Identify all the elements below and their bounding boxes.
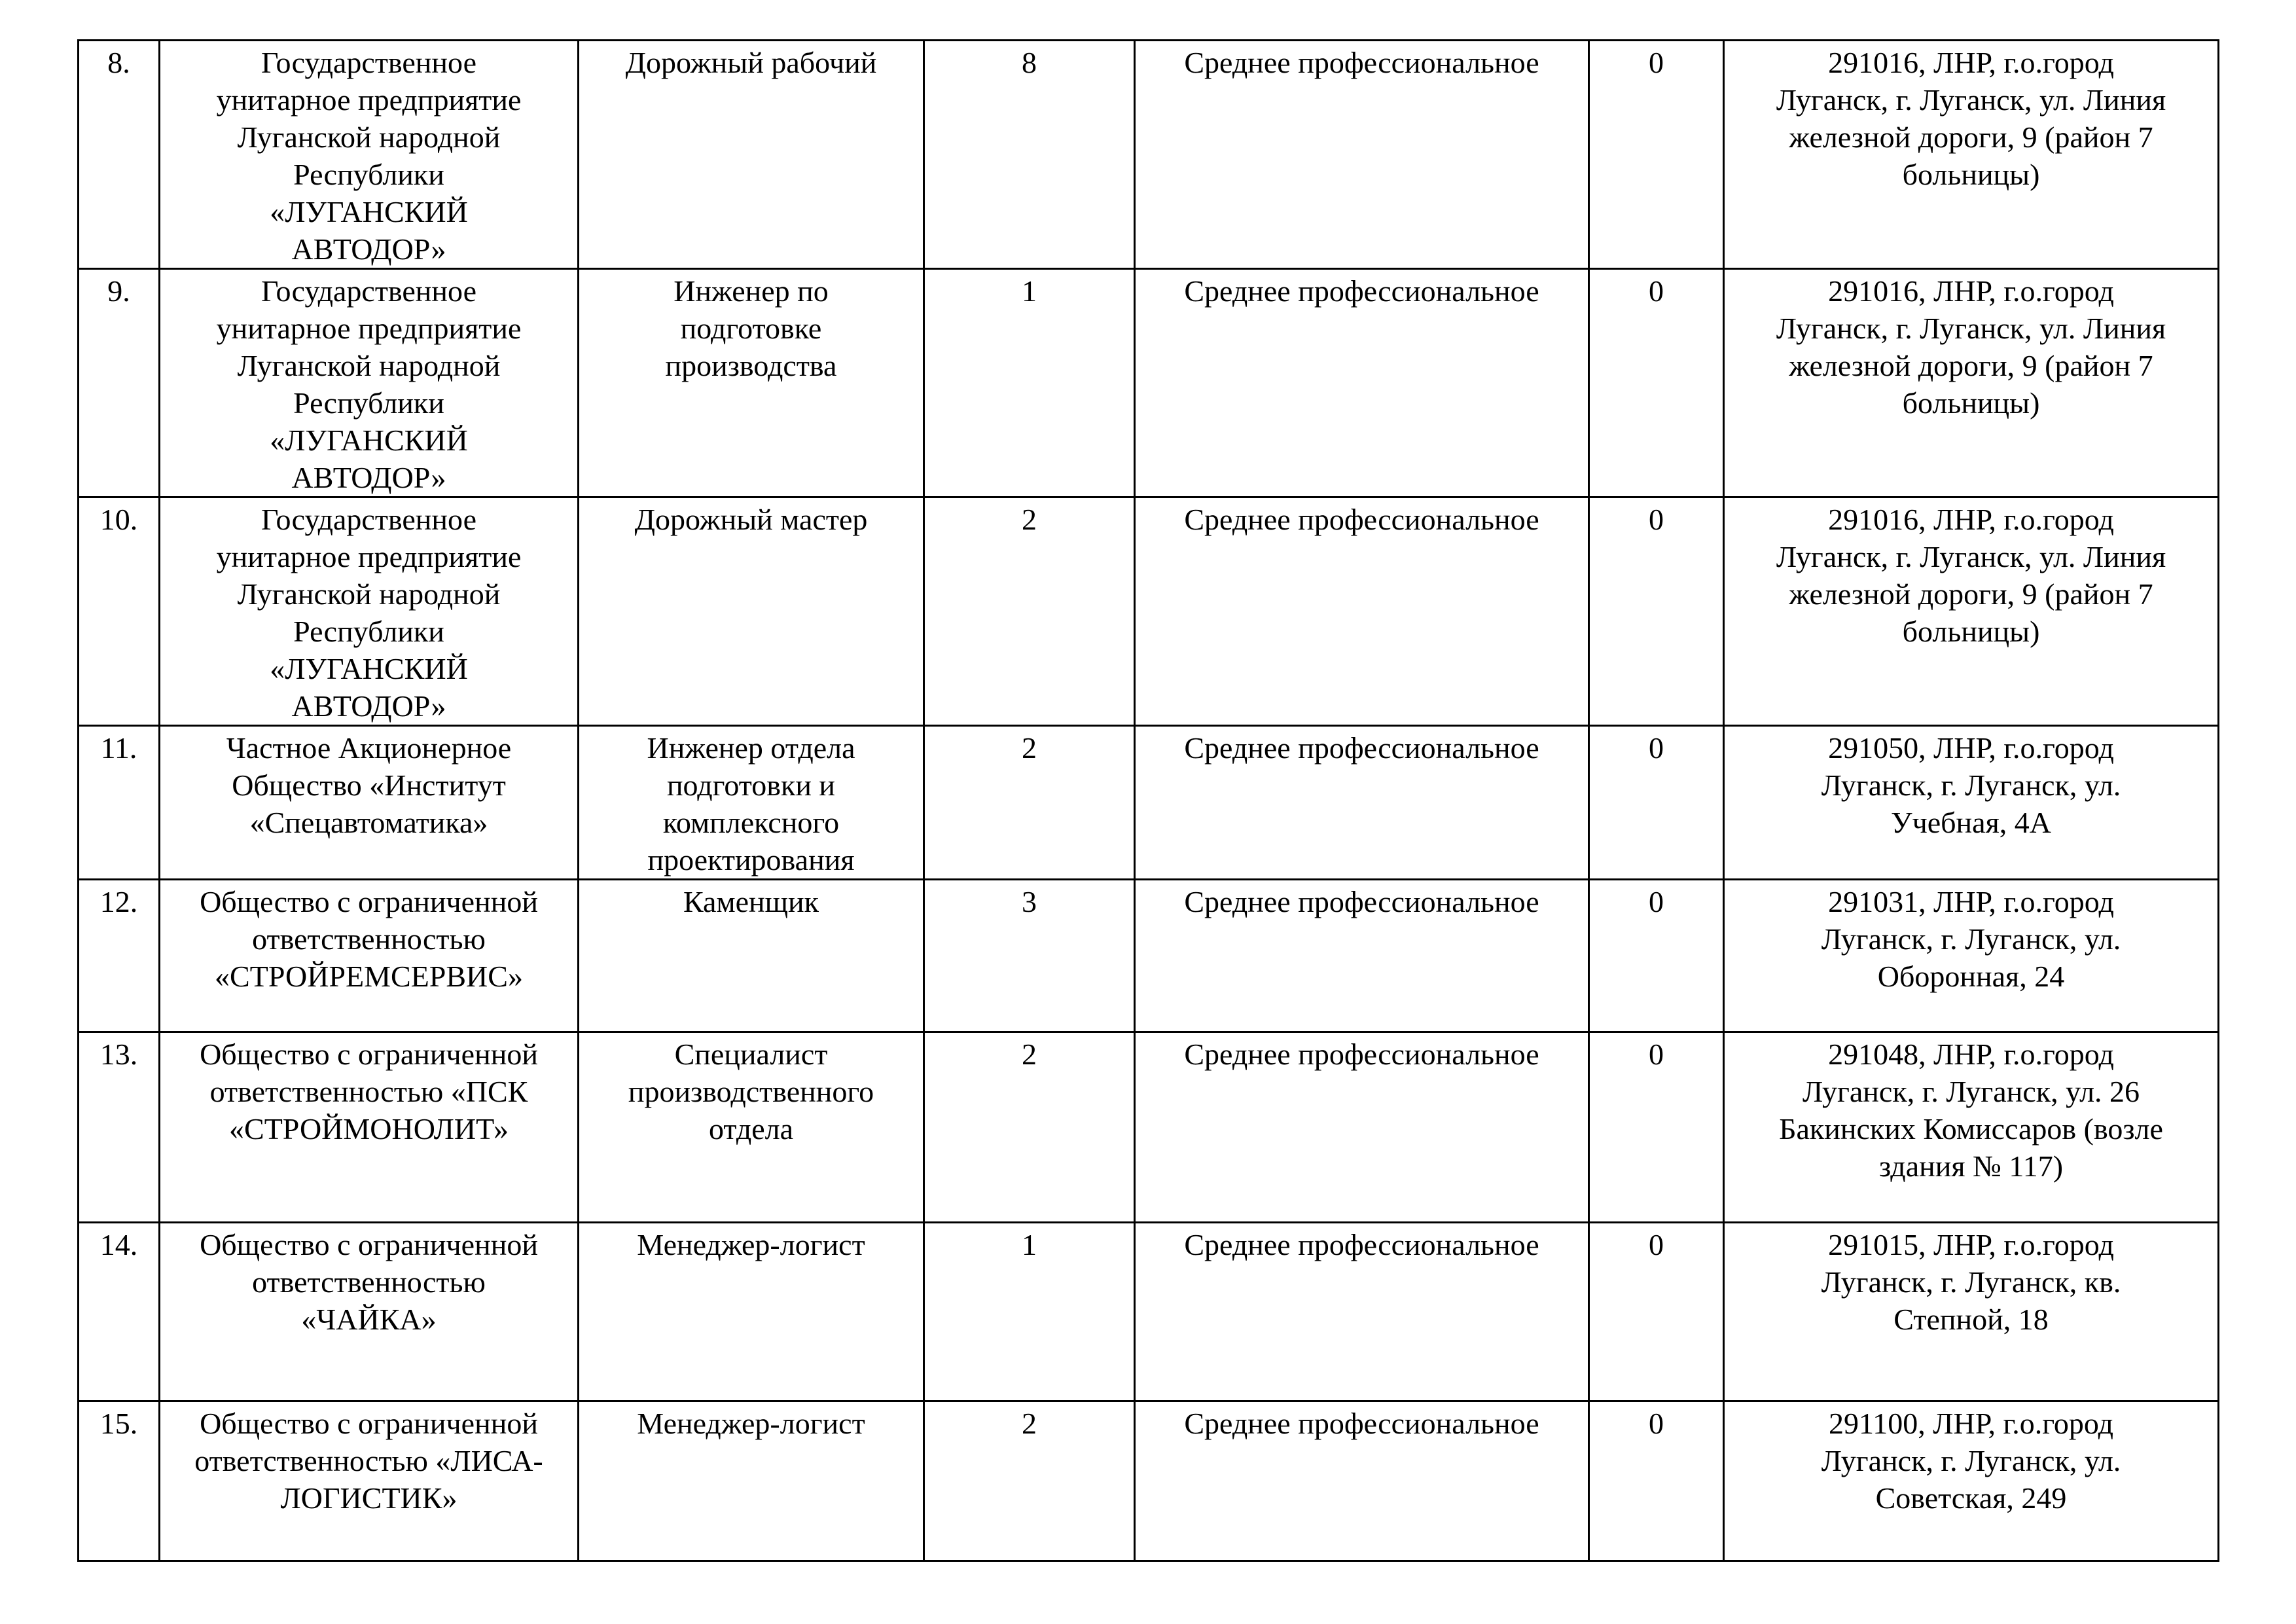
vacancy-count-text: 2 (1022, 731, 1037, 765)
position-line: Каменщик (683, 885, 819, 918)
row-number-text: 10. (99, 503, 138, 536)
address-line: Учебная, 4А (1891, 806, 2051, 839)
experience-text: 0 (1649, 1038, 1664, 1071)
education-cell (1135, 1401, 1589, 1561)
address-line: Луганск, г. Луганск, ул. (1821, 922, 2121, 956)
address-line: 291050, ЛНР, г.о.город (1828, 731, 2114, 765)
position-line: Дорожный рабочий (625, 46, 877, 79)
organization-line: ответственностью «ПСК (209, 1075, 528, 1108)
row-number-cell (79, 1223, 160, 1401)
address-cell (1724, 1032, 2219, 1223)
organization-line: Луганской народной (237, 577, 501, 611)
education-text: Среднее профессиональное (1184, 1407, 1539, 1440)
row-number-text: 15. (99, 1407, 138, 1440)
experience-cell (1589, 726, 1724, 880)
address-cell (1724, 41, 2219, 269)
organization-cell (160, 269, 579, 497)
experience-text: 0 (1649, 1407, 1664, 1440)
organization-line: Общество с ограниченной (200, 885, 538, 918)
education-cell (1135, 880, 1589, 1032)
table-row (79, 41, 2219, 269)
address-line: Луганск, г. Луганск, ул. Линия (1776, 312, 2166, 345)
address-line: больницы) (1902, 386, 2040, 420)
experience-text: 0 (1649, 503, 1664, 536)
position-cell (579, 1032, 924, 1223)
organization-line: ответственностью (252, 1265, 486, 1299)
education-text: Среднее профессиональное (1184, 1228, 1539, 1261)
education-text: Среднее профессиональное (1184, 503, 1539, 536)
position-cell (579, 41, 924, 269)
organization-cell (160, 497, 579, 726)
organization-line: Государственное (260, 46, 477, 79)
vacancy-count-cell (924, 1223, 1135, 1401)
address-line: 291016, ЛНР, г.о.город (1828, 274, 2114, 308)
address-line: Луганск, г. Луганск, ул. (1821, 768, 2121, 802)
position-cell (579, 880, 924, 1032)
education-text: Среднее профессиональное (1184, 274, 1539, 308)
address-line: железной дороги, 9 (район 7 (1789, 349, 2153, 382)
organization-line: унитарное предприятие (216, 540, 522, 573)
address-cell (1724, 269, 2219, 497)
organization-line: «ЧАЙКА» (301, 1303, 437, 1336)
vacancy-count-cell (924, 726, 1135, 880)
education-cell (1135, 1223, 1589, 1401)
position-line: отдела (708, 1112, 794, 1146)
organization-cell (160, 1401, 579, 1561)
education-cell (1135, 41, 1589, 269)
education-cell (1135, 497, 1589, 726)
address-line: Советская, 249 (1875, 1481, 2067, 1515)
organization-line: Республики (293, 615, 444, 648)
experience-text: 0 (1649, 885, 1664, 918)
organization-line: «СТРОЙРЕМСЕРВИС» (215, 960, 523, 993)
organization-line: «Спецавтоматика» (249, 806, 488, 839)
table-row (79, 1223, 2219, 1401)
vacancy-count-cell (924, 880, 1135, 1032)
organization-line: «ЛУГАНСКИЙ (270, 424, 468, 457)
vacancies-table (77, 39, 2219, 1562)
address-line: 291015, ЛНР, г.о.город (1828, 1228, 2114, 1261)
position-cell (579, 1223, 924, 1401)
education-text: Среднее профессиональное (1184, 1038, 1539, 1071)
organization-line: Общество с ограниченной (200, 1407, 538, 1440)
position-line: комплексного (662, 806, 840, 839)
experience-cell (1589, 1032, 1724, 1223)
vacancy-count-text: 2 (1022, 503, 1037, 536)
experience-text: 0 (1649, 731, 1664, 765)
table-row (79, 1401, 2219, 1561)
education-cell (1135, 726, 1589, 880)
organization-line: «ЛУГАНСКИЙ (270, 195, 468, 228)
row-number-cell (79, 497, 160, 726)
position-line: Инженер по (673, 274, 829, 308)
vacancies-table-body (79, 41, 2219, 1561)
experience-text: 0 (1649, 274, 1664, 308)
address-line: Луганск, г. Луганск, кв. (1821, 1265, 2121, 1299)
education-text: Среднее профессиональное (1184, 46, 1539, 79)
address-line: 291048, ЛНР, г.о.город (1828, 1038, 2114, 1071)
vacancy-count-cell (924, 1032, 1135, 1223)
organization-line: Республики (293, 158, 444, 191)
vacancy-count-text: 3 (1022, 885, 1037, 918)
position-line: проектирования (647, 843, 855, 876)
address-line: Степной, 18 (1893, 1303, 2049, 1336)
address-line: 291100, ЛНР, г.о.город (1828, 1407, 2114, 1440)
organization-line: Частное Акционерное (226, 731, 512, 765)
organization-line: Луганской народной (237, 120, 501, 154)
position-cell (579, 497, 924, 726)
address-line: 291016, ЛНР, г.о.город (1828, 503, 2114, 536)
experience-cell (1589, 41, 1724, 269)
vacancy-count-text: 1 (1022, 274, 1037, 308)
address-line: больницы) (1902, 158, 2040, 191)
position-line: Специалист (674, 1038, 828, 1071)
row-number-cell (79, 269, 160, 497)
table-row (79, 726, 2219, 880)
address-cell (1724, 880, 2219, 1032)
row-number-text: 8. (107, 46, 130, 79)
address-cell (1724, 497, 2219, 726)
position-line: Менеджер-логист (637, 1407, 865, 1440)
organization-cell (160, 880, 579, 1032)
address-line: здания № 117) (1878, 1149, 2064, 1183)
address-line: Луганск, г. Луганск, ул. Линия (1776, 83, 2166, 117)
address-line: железной дороги, 9 (район 7 (1789, 120, 2153, 154)
education-cell (1135, 1032, 1589, 1223)
address-line: 291016, ЛНР, г.о.город (1828, 46, 2114, 79)
row-number-text: 12. (99, 885, 138, 918)
experience-cell (1589, 1401, 1724, 1561)
organization-line: «ЛУГАНСКИЙ (270, 652, 468, 685)
row-number-cell (79, 41, 160, 269)
position-line: производственного (628, 1075, 874, 1108)
address-line: Луганск, г. Луганск, ул. (1821, 1444, 2121, 1477)
address-line: Луганск, г. Луганск, ул. 26 (1802, 1075, 2140, 1108)
row-number-text: 14. (99, 1228, 138, 1261)
position-line: производства (665, 349, 837, 382)
experience-cell (1589, 269, 1724, 497)
address-line: Оборонная, 24 (1877, 960, 2065, 993)
organization-line: унитарное предприятие (216, 312, 522, 345)
organization-line: АВТОДОР» (291, 461, 446, 494)
position-line: Менеджер-логист (637, 1228, 865, 1261)
position-line: подготовке (680, 312, 822, 345)
vacancy-count-text: 2 (1022, 1407, 1037, 1440)
organization-line: АВТОДОР» (291, 232, 446, 266)
experience-cell (1589, 880, 1724, 1032)
table-row (79, 1032, 2219, 1223)
vacancy-count-text: 1 (1022, 1228, 1037, 1261)
organization-line: ответственностью (252, 922, 486, 956)
education-cell (1135, 269, 1589, 497)
organization-line: ответственностью «ЛИСА- (194, 1444, 543, 1477)
vacancy-count-cell (924, 1401, 1135, 1561)
experience-cell (1589, 1223, 1724, 1401)
address-line: 291031, ЛНР, г.о.город (1828, 885, 2114, 918)
table-row (79, 269, 2219, 497)
organization-line: унитарное предприятие (216, 83, 522, 117)
vacancy-count-text: 2 (1022, 1038, 1037, 1071)
position-line: Инженер отдела (647, 731, 855, 765)
address-cell (1724, 1223, 2219, 1401)
vacancy-count-cell (924, 41, 1135, 269)
address-line: железной дороги, 9 (район 7 (1789, 577, 2153, 611)
organization-line: Общество с ограниченной (200, 1038, 538, 1071)
table-row (79, 497, 2219, 726)
organization-cell (160, 41, 579, 269)
organization-cell (160, 1032, 579, 1223)
row-number-cell (79, 880, 160, 1032)
organization-line: Государственное (260, 274, 477, 308)
organization-cell (160, 726, 579, 880)
address-line: больницы) (1902, 615, 2040, 648)
education-text: Среднее профессиональное (1184, 731, 1539, 765)
organization-line: АВТОДОР» (291, 689, 446, 723)
experience-text: 0 (1649, 1228, 1664, 1261)
organization-line: Государственное (260, 503, 477, 536)
row-number-cell (79, 1032, 160, 1223)
row-number-cell (79, 726, 160, 880)
organization-line: Республики (293, 386, 444, 420)
organization-line: Общество «Институт (232, 768, 506, 802)
row-number-cell (79, 1401, 160, 1561)
vacancy-count-text: 8 (1022, 46, 1037, 79)
organization-line: Луганской народной (237, 349, 501, 382)
position-cell (579, 726, 924, 880)
address-cell (1724, 1401, 2219, 1561)
organization-cell (160, 1223, 579, 1401)
education-text: Среднее профессиональное (1184, 885, 1539, 918)
vacancy-count-cell (924, 269, 1135, 497)
position-line: подготовки и (666, 768, 836, 802)
row-number-text: 13. (99, 1038, 138, 1071)
address-cell (1724, 726, 2219, 880)
row-number-text: 9. (107, 274, 130, 308)
address-line: Луганск, г. Луганск, ул. Линия (1776, 540, 2166, 573)
experience-text: 0 (1649, 46, 1664, 79)
table-row (79, 880, 2219, 1032)
organization-line: Общество с ограниченной (200, 1228, 538, 1261)
experience-cell (1589, 497, 1724, 726)
row-number-text: 11. (100, 731, 137, 765)
position-cell (579, 1401, 924, 1561)
position-line: Дорожный мастер (634, 503, 868, 536)
address-line: Бакинских Комиссаров (возле (1779, 1112, 2163, 1146)
position-cell (579, 269, 924, 497)
organization-line: «СТРОЙМОНОЛИТ» (229, 1112, 509, 1146)
organization-line: ЛОГИСТИК» (280, 1481, 457, 1515)
vacancy-count-cell (924, 497, 1135, 726)
